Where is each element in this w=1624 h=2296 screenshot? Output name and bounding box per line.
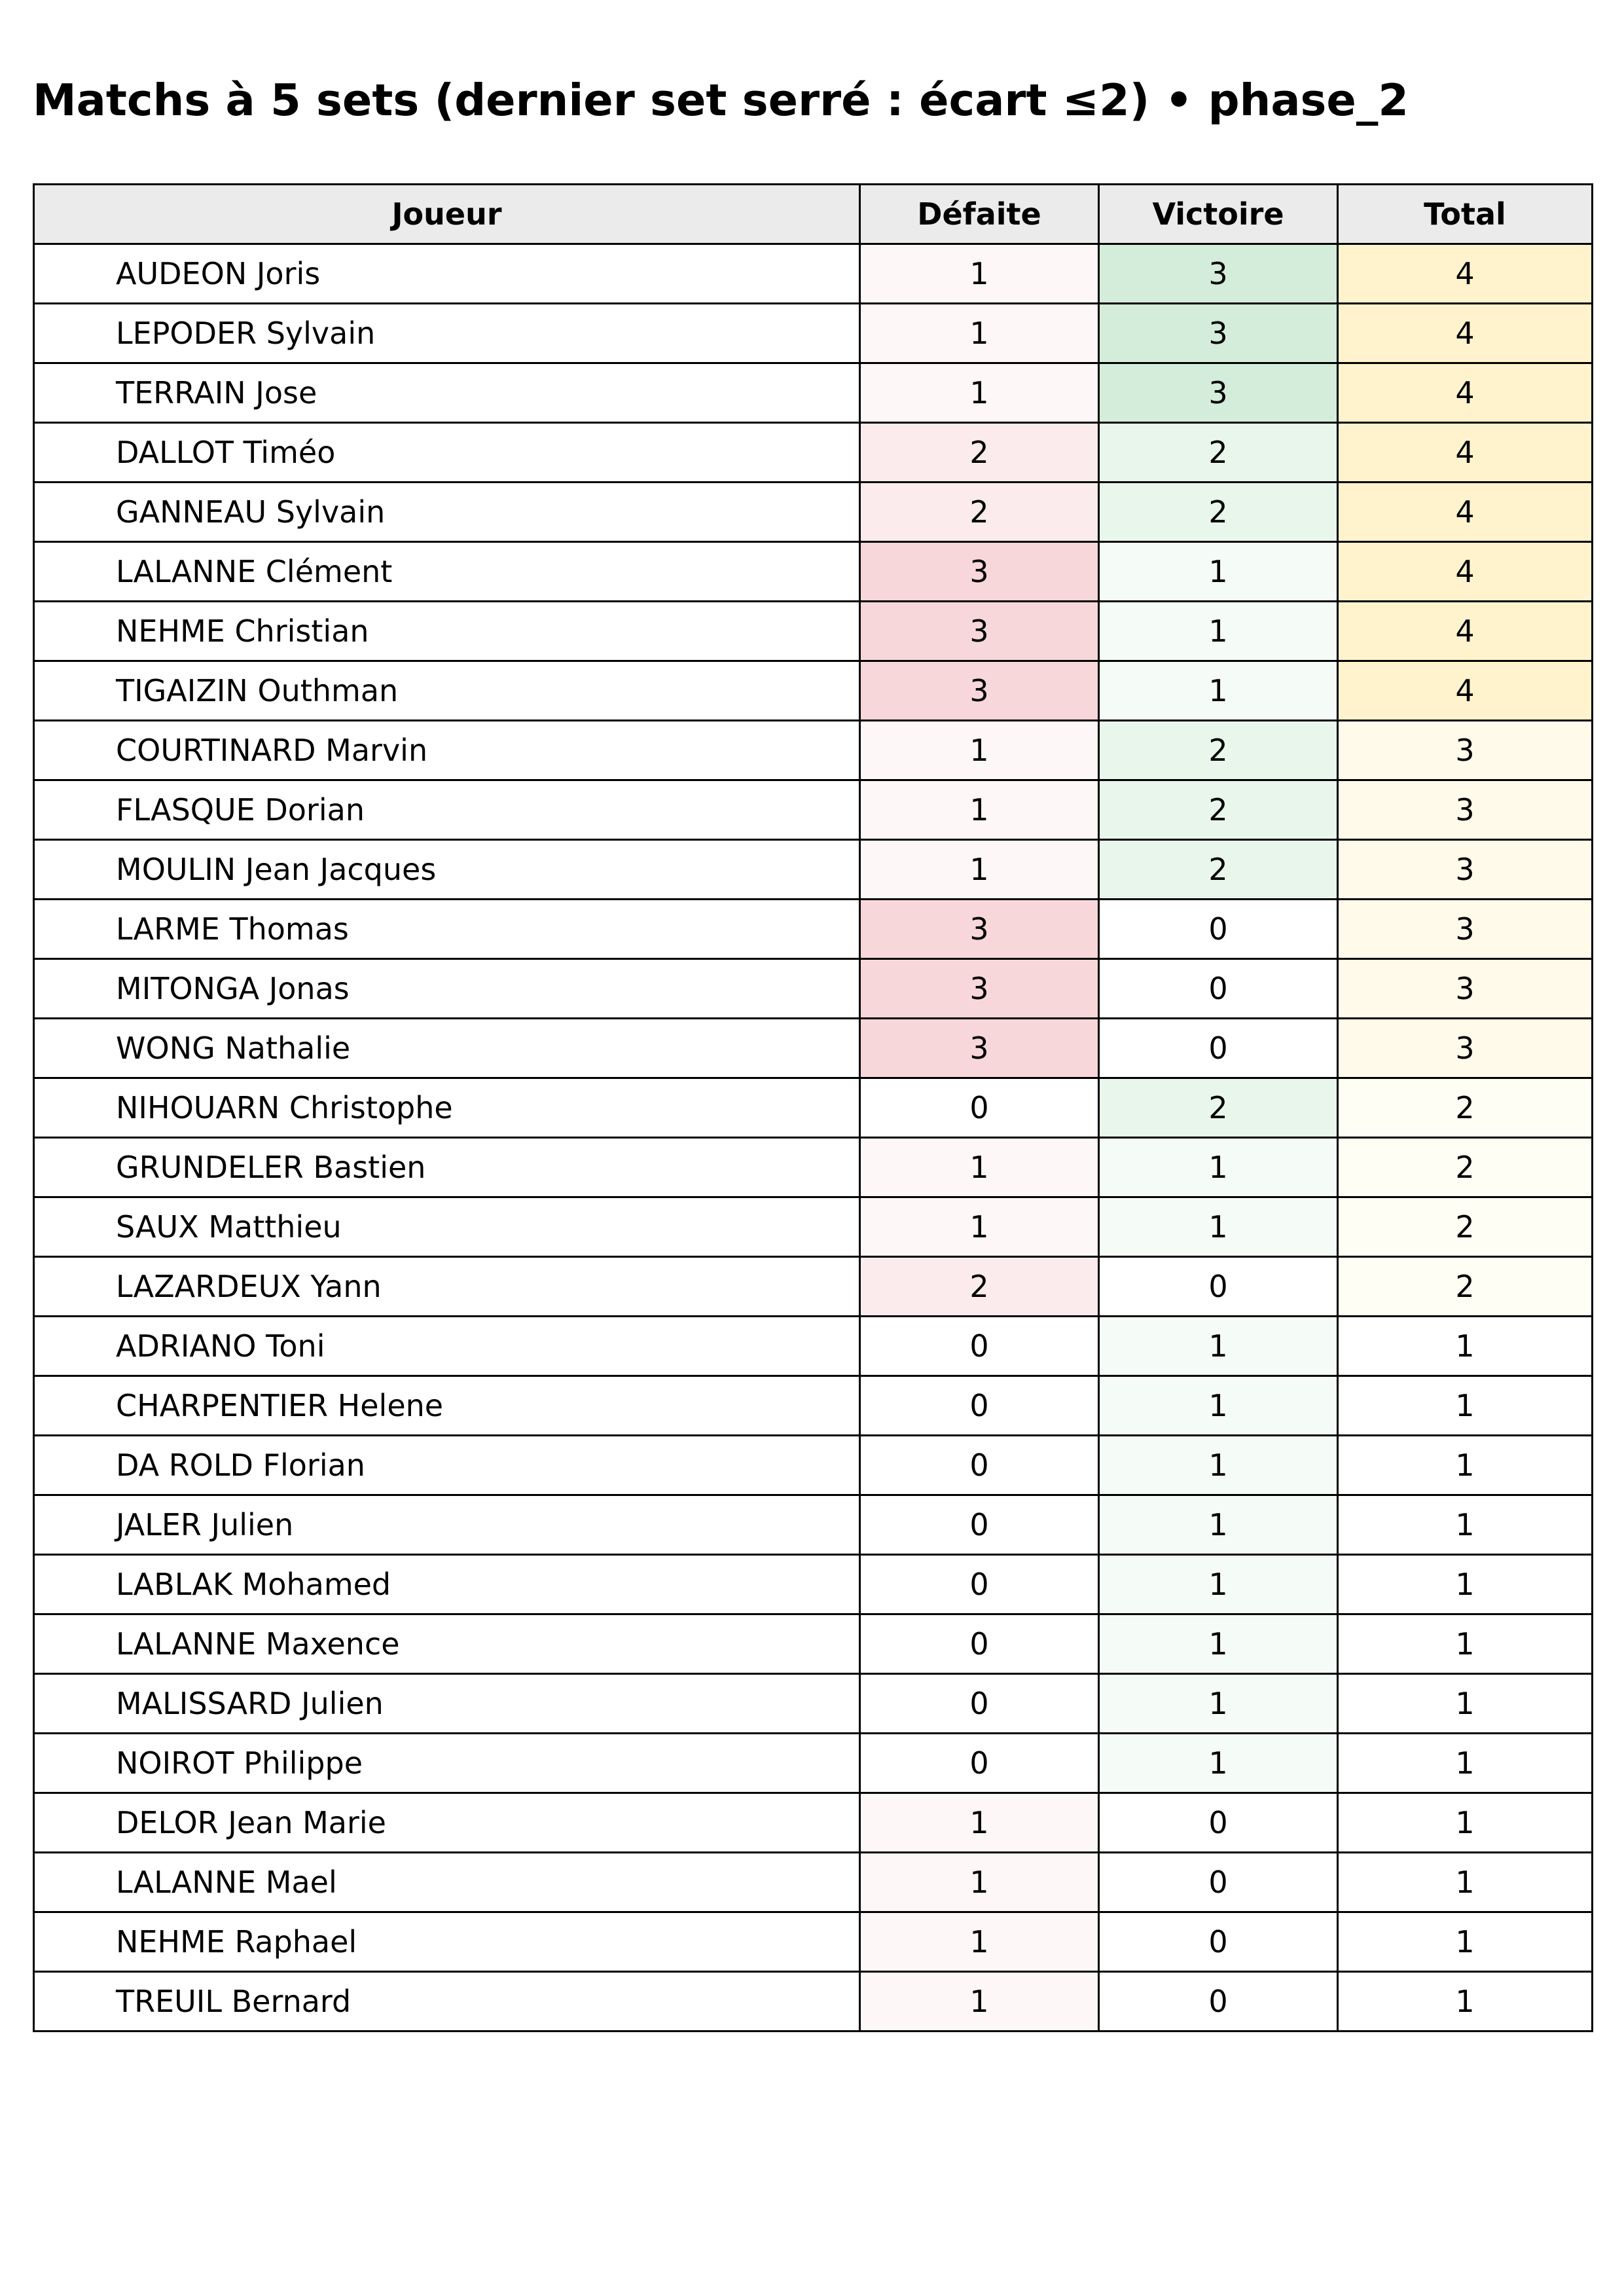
table-row [34,244,1593,304]
wins-cell: 1 [1099,1436,1338,1495]
wins-cell: 3 [1099,304,1338,363]
total-cell: 1 [1338,1734,1593,1793]
table-row [34,1138,1593,1197]
player-name-cell: FLASQUE Dorian [34,780,860,840]
losses-cell: 0 [860,1614,1099,1674]
header-losses: Défaite [860,185,1099,244]
table-row [34,1674,1593,1734]
total-cell: 1 [1338,1376,1593,1436]
table-row [34,1614,1593,1674]
losses-cell: 1 [860,363,1099,423]
losses-cell: 3 [860,602,1099,661]
wins-cell: 1 [1099,1138,1338,1197]
header-total: Total [1338,185,1593,244]
losses-cell: 3 [860,1019,1099,1078]
losses-cell: 1 [860,1793,1099,1853]
total-cell: 4 [1338,602,1593,661]
wins-cell: 2 [1099,840,1338,900]
losses-cell: 2 [860,1257,1099,1317]
total-cell: 1 [1338,1614,1593,1674]
wins-cell: 2 [1099,483,1338,542]
table-header-row [34,185,1593,244]
table-row [34,542,1593,602]
total-cell: 3 [1338,840,1593,900]
total-cell: 4 [1338,542,1593,602]
total-cell: 2 [1338,1138,1593,1197]
table-row [34,1078,1593,1138]
table-row [34,1019,1593,1078]
player-name-cell: MALISSARD Julien [34,1674,860,1734]
player-name-cell: DELOR Jean Marie [34,1793,860,1853]
losses-cell: 1 [860,1197,1099,1257]
total-cell: 4 [1338,661,1593,721]
wins-cell: 0 [1099,959,1338,1019]
player-name-cell: MITONGA Jonas [34,959,860,1019]
losses-cell: 3 [860,959,1099,1019]
player-name-cell: LALANNE Maxence [34,1614,860,1674]
losses-cell: 1 [860,840,1099,900]
stats-table [33,183,1593,2032]
wins-cell: 0 [1099,900,1338,959]
player-name-cell: MOULIN Jean Jacques [34,840,860,900]
table-row [34,1376,1593,1436]
page-title: Matchs à 5 sets (dernier set serré : écart ≤2) • phase_2 [33,75,1409,126]
player-name-cell: WONG Nathalie [34,1019,860,1078]
losses-cell: 3 [860,661,1099,721]
total-cell: 4 [1338,244,1593,304]
wins-cell: 0 [1099,1912,1338,1972]
header-wins: Victoire [1099,185,1338,244]
losses-cell: 0 [860,1317,1099,1376]
total-cell: 4 [1338,363,1593,423]
wins-cell: 1 [1099,1555,1338,1614]
table-row [34,1257,1593,1317]
player-name-cell: DALLOT Timéo [34,423,860,483]
wins-cell: 0 [1099,1853,1338,1912]
table-row [34,721,1593,780]
table-row [34,840,1593,900]
wins-cell: 1 [1099,661,1338,721]
total-cell: 4 [1338,483,1593,542]
total-cell: 1 [1338,1793,1593,1853]
total-cell: 3 [1338,900,1593,959]
player-name-cell: COURTINARD Marvin [34,721,860,780]
total-cell: 1 [1338,1674,1593,1734]
player-name-cell: TREUIL Bernard [34,1972,860,2032]
losses-cell: 2 [860,423,1099,483]
losses-cell: 1 [860,244,1099,304]
wins-cell: 3 [1099,244,1338,304]
table-row [34,661,1593,721]
wins-cell: 1 [1099,1614,1338,1674]
wins-cell: 2 [1099,1078,1338,1138]
wins-cell: 2 [1099,721,1338,780]
wins-cell: 1 [1099,542,1338,602]
losses-cell: 1 [860,304,1099,363]
losses-cell: 3 [860,900,1099,959]
total-cell: 1 [1338,1555,1593,1614]
losses-cell: 0 [860,1078,1099,1138]
losses-cell: 0 [860,1674,1099,1734]
player-name-cell: LARME Thomas [34,900,860,959]
wins-cell: 1 [1099,1674,1338,1734]
table-row [34,602,1593,661]
table-row [34,423,1593,483]
losses-cell: 1 [860,1912,1099,1972]
player-name-cell: SAUX Matthieu [34,1197,860,1257]
table-row [34,1436,1593,1495]
losses-cell: 1 [860,1853,1099,1912]
table-row [34,1197,1593,1257]
losses-cell: 1 [860,1972,1099,2032]
player-name-cell: NOIROT Philippe [34,1734,860,1793]
losses-cell: 0 [860,1734,1099,1793]
header-player: Joueur [34,185,860,244]
losses-cell: 2 [860,483,1099,542]
total-cell: 2 [1338,1197,1593,1257]
losses-cell: 1 [860,1138,1099,1197]
wins-cell: 2 [1099,423,1338,483]
player-name-cell: NEHME Christian [34,602,860,661]
player-name-cell: GANNEAU Sylvain [34,483,860,542]
total-cell: 1 [1338,1436,1593,1495]
total-cell: 2 [1338,1078,1593,1138]
total-cell: 1 [1338,1495,1593,1555]
losses-cell: 0 [860,1495,1099,1555]
player-name-cell: LALANNE Clément [34,542,860,602]
total-cell: 3 [1338,959,1593,1019]
losses-cell: 0 [860,1555,1099,1614]
table-row [34,1495,1593,1555]
wins-cell: 1 [1099,1495,1338,1555]
total-cell: 1 [1338,1317,1593,1376]
table-row [34,483,1593,542]
table-row [34,1734,1593,1793]
total-cell: 1 [1338,1912,1593,1972]
player-name-cell: GRUNDELER Bastien [34,1138,860,1197]
table-row [34,1972,1593,2032]
wins-cell: 0 [1099,1257,1338,1317]
total-cell: 3 [1338,721,1593,780]
table-row [34,1912,1593,1972]
losses-cell: 1 [860,721,1099,780]
player-name-cell: DA ROLD Florian [34,1436,860,1495]
table-row [34,1317,1593,1376]
table-body [34,244,1593,2032]
losses-cell: 0 [860,1436,1099,1495]
wins-cell: 0 [1099,1793,1338,1853]
table-row [34,1793,1593,1853]
total-cell: 2 [1338,1257,1593,1317]
wins-cell: 0 [1099,1972,1338,2032]
player-name-cell: NIHOUARN Christophe [34,1078,860,1138]
player-name-cell: LEPODER Sylvain [34,304,860,363]
player-name-cell: LABLAK Mohamed [34,1555,860,1614]
table-row [34,780,1593,840]
table-row [34,1853,1593,1912]
losses-cell: 1 [860,780,1099,840]
wins-cell: 3 [1099,363,1338,423]
wins-cell: 1 [1099,1197,1338,1257]
total-cell: 4 [1338,304,1593,363]
player-name-cell: LAZARDEUX Yann [34,1257,860,1317]
wins-cell: 1 [1099,1317,1338,1376]
player-name-cell: ADRIANO Toni [34,1317,860,1376]
player-name-cell: TIGAIZIN Outhman [34,661,860,721]
table-row [34,900,1593,959]
player-name-cell: CHARPENTIER Helene [34,1376,860,1436]
table-row [34,959,1593,1019]
total-cell: 1 [1338,1853,1593,1912]
total-cell: 3 [1338,780,1593,840]
wins-cell: 1 [1099,1734,1338,1793]
losses-cell: 3 [860,542,1099,602]
total-cell: 4 [1338,423,1593,483]
total-cell: 3 [1338,1019,1593,1078]
table-row [34,1555,1593,1614]
table-row [34,304,1593,363]
wins-cell: 1 [1099,602,1338,661]
losses-cell: 0 [860,1376,1099,1436]
table-row [34,363,1593,423]
total-cell: 1 [1338,1972,1593,2032]
wins-cell: 1 [1099,1376,1338,1436]
player-name-cell: JALER Julien [34,1495,860,1555]
player-name-cell: LALANNE Mael [34,1853,860,1912]
player-name-cell: AUDEON Joris [34,244,860,304]
player-name-cell: NEHME Raphael [34,1912,860,1972]
wins-cell: 2 [1099,780,1338,840]
wins-cell: 0 [1099,1019,1338,1078]
player-name-cell: TERRAIN Jose [34,363,860,423]
